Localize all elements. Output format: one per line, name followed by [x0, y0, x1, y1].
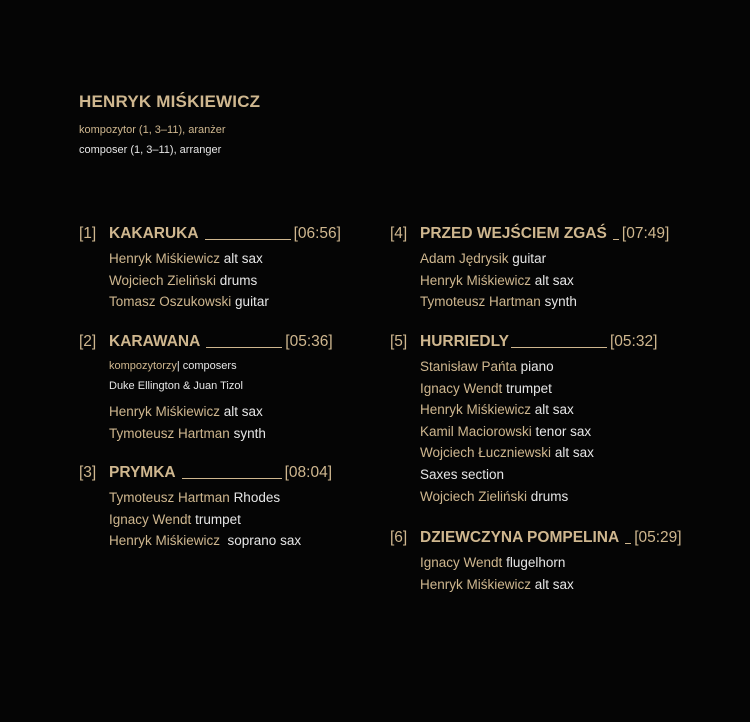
- artist-header: [79, 92, 260, 156]
- performer-name: Wojciech Zieliński: [420, 488, 528, 504]
- performer-name: Henryk Miśkiewicz: [109, 533, 221, 549]
- title-rule: [625, 542, 631, 544]
- performer-instrument: synth: [544, 294, 577, 310]
- performer-name: Tymoteusz Hartman: [420, 294, 541, 310]
- performer-line: [109, 509, 332, 531]
- title-rule: [206, 346, 282, 348]
- performer-name: Henryk Miśkiewicz: [420, 402, 532, 418]
- track-number: [6]: [390, 529, 408, 546]
- track-duration: [06:56]: [293, 225, 341, 242]
- performer-instrument: guitar: [512, 251, 547, 266]
- performer-name: Kamil Maciorowski: [420, 423, 532, 439]
- performer-line: [420, 574, 682, 596]
- performer-line: [420, 356, 657, 378]
- track-3: [79, 464, 332, 552]
- composers-label-pl: kompozytorzy: [109, 360, 177, 372]
- performer-instrument: synth: [233, 425, 266, 441]
- title-rule: [511, 346, 607, 348]
- performer-instrument: soprano sax: [227, 533, 302, 549]
- artist-role-en: composer (1, 3–11), arranger: [79, 144, 222, 156]
- track-duration: [07:49]: [621, 225, 670, 242]
- performer-name: Tymoteusz Hartman: [109, 425, 230, 441]
- performer-instrument: drums: [219, 272, 258, 288]
- performer-name: Henryk Miśkiewicz: [109, 404, 221, 419]
- track-title: HURRIEDLY: [420, 333, 509, 350]
- performer-line: [420, 399, 657, 421]
- performer-line: [109, 401, 333, 423]
- title-rule: [613, 238, 619, 240]
- track-6: [390, 529, 682, 595]
- performer-name: Ignacy Wendt: [420, 380, 503, 396]
- performer-instrument: piano: [520, 359, 554, 374]
- performer-instrument: guitar: [235, 294, 269, 310]
- performer-name: Henryk Miśkiewicz: [420, 576, 532, 592]
- track-title: DZIEWCZYNA POMPELINA: [420, 529, 620, 546]
- performer-instrument: alt sax: [223, 404, 263, 419]
- performer-instrument: alt sax: [554, 445, 594, 461]
- performer-instrument: drums: [530, 488, 569, 504]
- composers-names-text: Duke Ellington & Juan Tizol: [109, 380, 243, 392]
- performer-line: [420, 291, 669, 313]
- performer-name: Ignacy Wendt: [109, 511, 192, 527]
- section-label: Saxes section: [420, 466, 505, 482]
- performer-line: [420, 421, 657, 443]
- performer-instrument: alt sax: [534, 576, 574, 592]
- track-title: PRYMKA: [109, 464, 176, 481]
- artist-role-pl: kompozytor (1, 3–11), aranżer: [79, 124, 226, 136]
- performer-name: Henryk Miśkiewicz: [420, 272, 532, 288]
- performer-line: [109, 270, 341, 292]
- artist-name: HENRYK MIŚKIEWICZ: [79, 92, 261, 111]
- track-2: [79, 333, 333, 444]
- composers-separator: |: [176, 360, 180, 372]
- performer-instrument: trumpet: [195, 511, 241, 527]
- performer-instrument: tenor sax: [535, 423, 592, 439]
- track-number: [2]: [79, 333, 97, 350]
- performer-line: [420, 464, 657, 486]
- performer-line: [109, 248, 341, 270]
- track-duration: [05:29]: [634, 529, 682, 546]
- track-duration: [05:36]: [285, 333, 333, 350]
- performer-instrument: trumpet: [506, 380, 552, 396]
- composers-label: [109, 356, 333, 376]
- track-title: KAKARUKA: [109, 225, 199, 242]
- performer-instrument: alt sax: [534, 272, 574, 288]
- track-duration: [05:32]: [610, 333, 658, 350]
- track-number: [5]: [390, 333, 408, 350]
- track-4: [390, 225, 669, 313]
- performer-line: [109, 487, 332, 509]
- performer-line: [109, 423, 333, 445]
- track-title: KARAWANA: [109, 333, 201, 350]
- track-1: [79, 225, 341, 313]
- composers-label-en: composers: [182, 360, 237, 372]
- performer-name: Tymoteusz Hartman: [109, 490, 230, 505]
- performer-instrument: flugelhorn: [506, 555, 566, 570]
- performer-name: Henryk Miśkiewicz: [109, 251, 221, 266]
- performer-line: [420, 248, 669, 270]
- title-rule: [205, 238, 291, 240]
- performer-name: Wojciech Zieliński: [109, 272, 217, 288]
- performer-name: Ignacy Wendt: [420, 555, 503, 570]
- performer-line: [420, 378, 657, 400]
- track-number: [1]: [79, 225, 97, 242]
- performer-line: [420, 552, 682, 574]
- performer-instrument: alt sax: [223, 251, 263, 266]
- performer-line: [420, 442, 657, 464]
- performer-line: [420, 486, 657, 508]
- performer-instrument: alt sax: [534, 402, 574, 418]
- track-title: PRZED WEJŚCIEM ZGAŚ: [420, 225, 607, 242]
- performer-line: [109, 530, 332, 552]
- title-rule: [182, 477, 282, 479]
- performer-line: [109, 291, 341, 313]
- track-number: [3]: [79, 464, 97, 481]
- track-5: [390, 333, 657, 507]
- composers-names: [109, 376, 333, 396]
- track-duration: [08:04]: [284, 464, 333, 481]
- performer-name: Stanisław Pańta: [420, 359, 517, 374]
- performer-name: Tomasz Oszukowski: [109, 294, 232, 310]
- track-number: [4]: [390, 225, 408, 242]
- performer-name: Adam Jędrysik: [420, 251, 509, 266]
- performer-line: [420, 270, 669, 292]
- performer-name: Wojciech Łuczniewski: [420, 445, 552, 461]
- performer-instrument: Rhodes: [233, 490, 281, 505]
